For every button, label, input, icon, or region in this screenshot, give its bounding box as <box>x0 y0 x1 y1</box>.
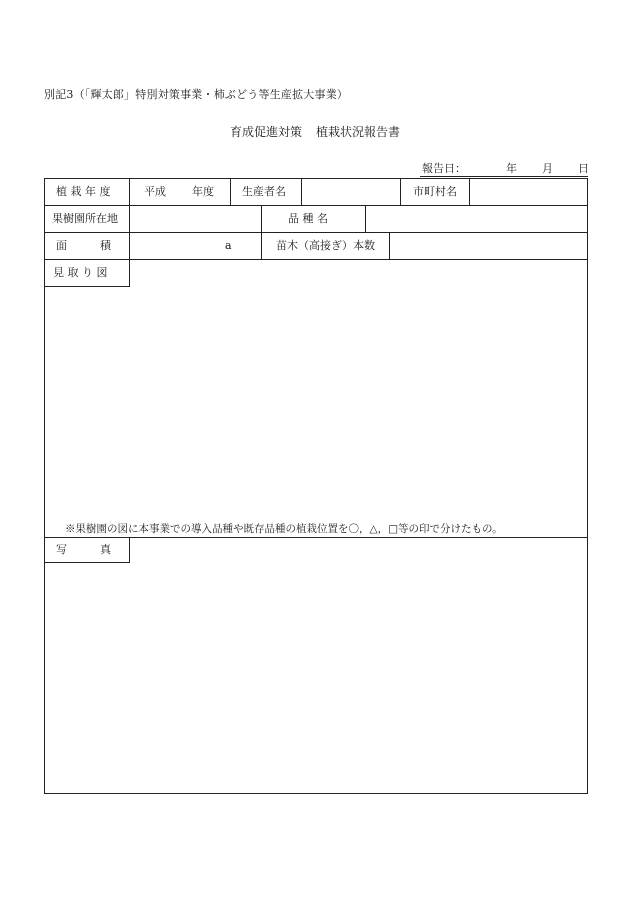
column-divider <box>301 179 302 205</box>
sketch-map-label: 見 取 り 図 <box>53 266 108 279</box>
sketch-label-bottom <box>45 286 130 287</box>
photo-label-bottom <box>45 562 130 563</box>
label-column-divider <box>129 179 130 286</box>
report-date-row <box>420 160 588 176</box>
area-label: 面 積 <box>56 239 111 252</box>
column-divider <box>230 179 231 205</box>
seedling-count-label: 苗木（高接ぎ）本数 <box>276 239 375 252</box>
planting-year-suffix: 年度 <box>192 185 214 198</box>
row-divider <box>45 537 587 538</box>
report-date-month: 月 <box>542 162 553 175</box>
row-divider <box>45 232 587 233</box>
column-divider <box>389 232 390 259</box>
column-divider <box>469 179 470 205</box>
page-title <box>0 123 630 140</box>
planting-report-form <box>44 178 588 794</box>
producer-name-label: 生産者名 <box>242 185 286 198</box>
report-date-year: 年 <box>506 162 517 175</box>
row-divider <box>45 259 587 260</box>
municipality-label: 市町村名 <box>413 185 457 198</box>
photo-label: 写 真 <box>56 543 111 556</box>
column-divider <box>365 205 366 232</box>
orchard-location-label: 果樹園所在地 <box>52 212 118 225</box>
variety-name-label: 品 種 名 <box>288 212 328 225</box>
photo-label-divider <box>129 537 130 562</box>
planting-year-era: 平成 <box>144 185 166 198</box>
header-note: 別記3（「輝太郎」特別対策事業・柿ぶどう等生産拡大事業） <box>44 88 349 101</box>
report-date-day: 日 <box>578 162 589 175</box>
report-date-label: 報告日： <box>422 162 466 175</box>
column-divider <box>261 205 262 259</box>
title-sub: 植栽状況報告書 <box>316 125 401 139</box>
report-date-underline <box>420 176 588 177</box>
row-divider <box>45 205 587 206</box>
sketch-note: ※果樹園の図に本事業での導入品種や既存品種の植栽位置を〇，△，□等の印で分けたもの。 <box>65 523 503 535</box>
title-main: 育成促進対策 <box>229 125 302 139</box>
area-unit: a <box>225 239 232 252</box>
column-divider <box>400 179 401 205</box>
planting-year-label: 植 栽 年 度 <box>56 185 111 198</box>
